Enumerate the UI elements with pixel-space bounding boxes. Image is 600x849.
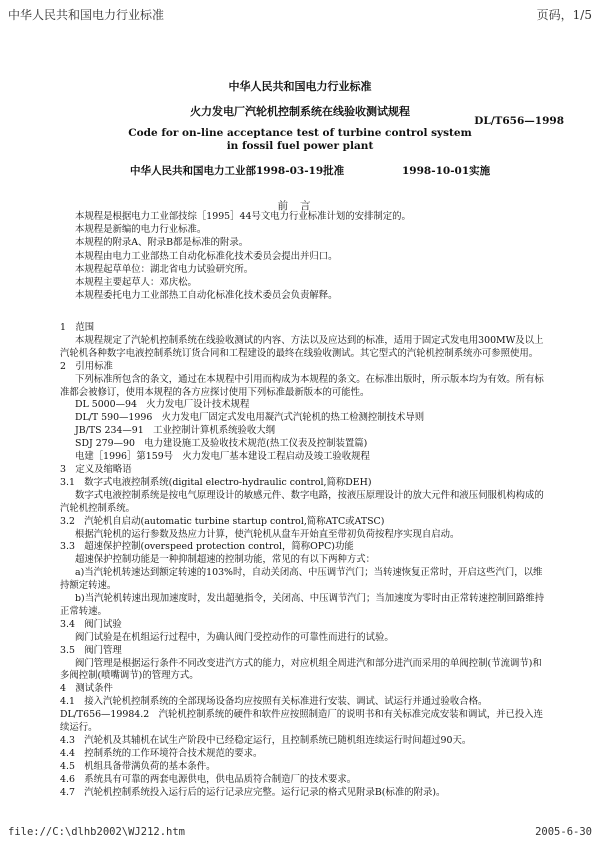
condition-item: 4.6 系统具有可靠的两套电源供电，供电品质符合制造厂的技术要求。	[60, 773, 357, 785]
condition-item: 4.3 汽轮机及其辅机在试生产阶段中已经稳定运行，且控制系统已随机组连续运行时间超过90天。	[60, 735, 472, 746]
section-heading-references: 2 引用标准	[60, 360, 113, 372]
foreword-line: 本规程是新编的电力行业标准。	[75, 224, 207, 236]
foreword-line: 本规程是根据电力工业部技综［1995］44号文电力行业标准计划的安排制定的。	[75, 211, 411, 222]
subsection-heading: 3.1 数字式电液控制系统(digital electro-hydraulic control,简称DEH)	[60, 476, 372, 488]
definition-item: a)当汽轮机转速达到额定转速的103%时，自动关闭高、中压调节汽门；当转速恢复正常时，开启这些汽门，以维持额定转速。	[60, 567, 543, 592]
document-title: 火力发电厂汽轮机控制系统在线验收测试规程	[190, 105, 410, 118]
foreword-line: 本规程起草单位：湖北省电力试验研究所。	[75, 263, 254, 275]
foreword-heading: 前言	[277, 200, 323, 212]
foreword-line: 本规程委托电力工业部热工自动化标准化技术委员会负责解释。	[75, 290, 338, 302]
definition-item: b)当汽轮机转速出现加速度时，发出超驰指令，关闭高、中压调节汽门；当加速度为零时由正常转速控制回路维持正常转速。	[60, 593, 545, 617]
reference-item: 电建［1996］第159号 火力发电厂基本建设工程启动及竣工验收规程	[75, 451, 370, 463]
condition-item: 4.5 机组具备带满负荷的基本条件。	[60, 760, 216, 772]
english-title-line2: in fossil fuel power plant	[226, 140, 374, 152]
condition-item: 4.4 控制系统的工作环境符合技术规范的要求。	[60, 747, 263, 759]
section-heading-definitions: 3 定义及缩略语	[60, 463, 132, 475]
footer-file-path: file://C:\dlhb2002\WJ212.htm	[8, 826, 186, 838]
reference-item: SDJ 279—90 电力建设施工及验收技术规范(热工仪表及控制装置篇)	[75, 438, 368, 450]
subsection-heading: 3.5 阀门管理	[60, 644, 122, 656]
reference-item: DL 5000—94 火力发电厂设计技术规程	[75, 399, 250, 411]
foreword-line: 本规程的附录A、附录B都是标准的附录。	[75, 237, 249, 249]
condition-item: 4.1 接入汽轮机控制系统的全部现场设备均应按照有关标准进行安装、调试、试运行并通过验收合格。	[60, 696, 488, 708]
foreword-line: 本规程主要起草人：邓庆松。	[75, 277, 197, 289]
definition-text: 超速保护控制功能是一种抑制超速的控制功能，常见的有以下两种方式：	[75, 554, 376, 566]
definition-text: 阀门管理是根据运行条件不同改变进汽方式的能力，对应机组全周进汽和部分进汽而采用的单阀控制(节流调节)和多阀控制(喷嘴调节)的管理方式。	[60, 657, 542, 682]
approval-line: 中华人民共和国电力工业部1998-03-19批准	[130, 165, 345, 177]
english-title-line1: Code for on-line acceptance test of turbine control system	[128, 127, 472, 139]
section-heading-scope: 1 范围	[60, 322, 95, 333]
subsection-heading: 3.4 阀门试验	[60, 618, 122, 630]
header-page-number: 页码，1/5	[536, 8, 592, 22]
reference-item: DL/T 590—1996 火力发电厂固定式发电用凝汽式汽轮机的热工检测控制技术导则	[75, 412, 425, 424]
definition-text: 阀门试验是在机组运行过程中，为确认阀门受控动作的可靠性而进行的试验。	[75, 631, 394, 643]
header-standard-title: 中华人民共和国电力行业标准	[8, 8, 165, 22]
subsection-heading: 3.3 超速保护控制(overspeed protection control，简称OPC)功能	[60, 541, 354, 553]
condition-item: 4.7 汽轮机控制系统投入运行后的运行记录应完整。运行记录的格式见附录B(标准的附录)。	[60, 786, 446, 798]
scope-text: 本规程规定了汽轮机控制系统在线验收测试的内容、方法以及应达到的标准，适用于固定式发电用300MW及以上汽轮机各种数字电液控制系统订货合同和工程建设的最终在线验收测试。其它型式的汽轮机控制系统亦可参照使用。	[60, 334, 544, 359]
footer-date: 2005-6-30	[535, 826, 592, 838]
document-category: 中华人民共和国电力行业标准	[228, 80, 372, 93]
section-heading-test-conditions: 4 测试条件	[60, 683, 113, 695]
document-body	[60, 322, 550, 800]
standard-code: DL/T656—1998	[474, 115, 564, 127]
definition-text: 数字式电液控制系统是按电气原理设计的敏感元件、数字电路，按液压原理设计的放大元件和液压伺服机构构成的汽轮机控制系统。	[60, 489, 544, 514]
definition-text: 根据汽轮机的运行参数及热应力计算，使汽轮机从盘车开始直至带初负荷按程序实现自启动。	[75, 528, 460, 540]
references-intro: 下列标准所包含的条文，通过在本规程中引用而构成为本规程的条文。在标准出版时，所示版本均为有效。所有标准都会被修订，使用本规程的各方应探讨使用下列标准最新版本的可能性。	[60, 373, 544, 398]
foreword-body	[60, 210, 550, 302]
implementation-date: 1998-10-01实施	[402, 165, 491, 177]
condition-item: DL/T656—19984.2 汽轮机控制系统的硬件和软件应按照制造厂的说明书和有关标准完成安装和调试，并已投入连续运行。	[60, 709, 543, 734]
foreword-line: 本规程由电力工业部热工自动化标准化技术委员会提出并归口。	[75, 250, 338, 262]
reference-item: JB/TS 234—91 工业控制计算机系统验收大纲	[75, 425, 275, 437]
subsection-heading: 3.2 汽轮机自启动(automatic turbine startup control,简称ATC或ATSC)	[60, 515, 385, 527]
